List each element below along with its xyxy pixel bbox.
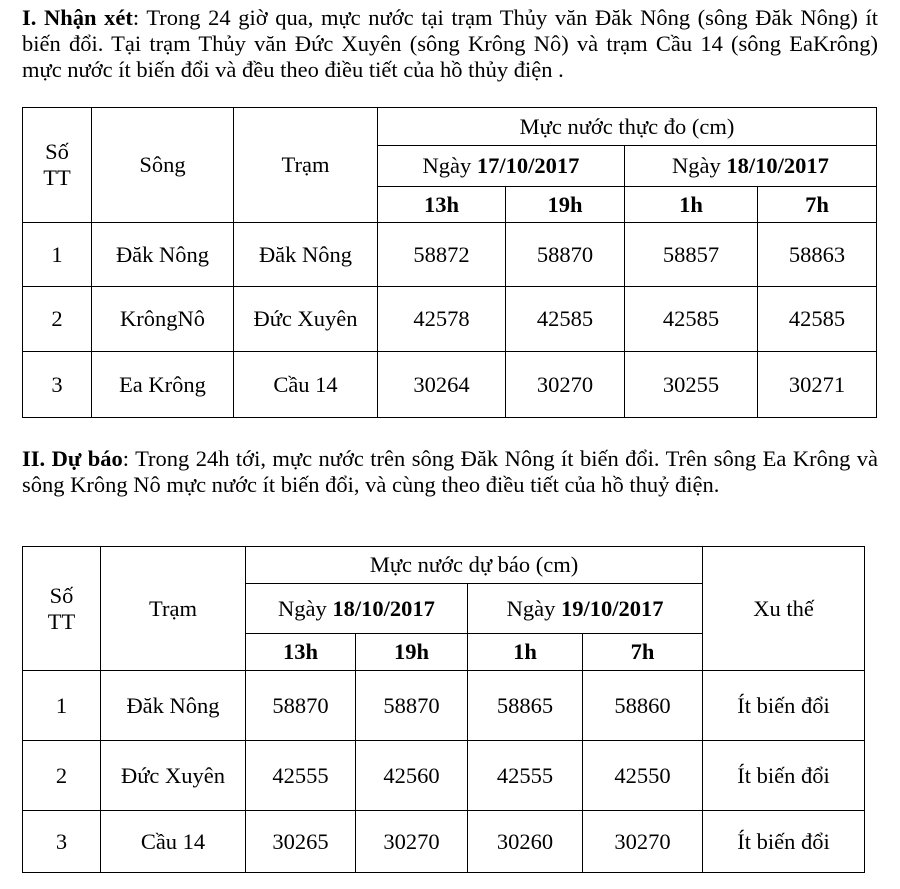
- row-river: Ea Krông: [92, 352, 234, 418]
- header-day-1: Ngày 18/10/2017: [246, 584, 468, 634]
- row-value: 58870: [506, 223, 625, 287]
- row-value: 42555: [468, 741, 583, 811]
- row-value: 58863: [758, 223, 877, 287]
- forecast-text: : Trong 24h tới, mực nước trên sông Đăk Nông ít biến đổi. Trên sông Ea Krông và sông Krông Nô mực nước ít biến đổi, và cùng theo điều tiết của hồ thuỷ điện.: [22, 446, 879, 497]
- row-value: 30265: [246, 811, 356, 873]
- row-value: 42585: [625, 287, 758, 352]
- row-value: 58860: [583, 671, 703, 741]
- header-day-1: Ngày 17/10/2017: [378, 146, 625, 187]
- header-hour: 19h: [506, 187, 625, 223]
- row-value: 30264: [378, 352, 506, 418]
- row-stt: 1: [23, 671, 101, 741]
- table-row: [23, 811, 865, 873]
- header-hour: 19h: [356, 634, 468, 671]
- row-station: Đăk Nông: [234, 223, 378, 287]
- header-hour: 7h: [758, 187, 877, 223]
- row-value: 42550: [583, 741, 703, 811]
- observation-heading: I. Nhận xét: [22, 5, 133, 30]
- row-value: 58857: [625, 223, 758, 287]
- header-hour: 13h: [246, 634, 356, 671]
- row-river: KrôngNô: [92, 287, 234, 352]
- row-value: 58870: [356, 671, 468, 741]
- header-hour: 7h: [583, 634, 703, 671]
- row-value: 58870: [246, 671, 356, 741]
- row-value: 30270: [506, 352, 625, 418]
- row-station: Đức Xuyên: [234, 287, 378, 352]
- header-trend: Xu thế: [703, 547, 865, 671]
- table-row: [23, 287, 877, 352]
- row-value: 58865: [468, 671, 583, 741]
- row-value: 42560: [356, 741, 468, 811]
- table-row: [23, 741, 865, 811]
- header-hour: 1h: [468, 634, 583, 671]
- observed-water-level-table: [22, 107, 877, 418]
- header-forecast-level: Mực nước dự báo (cm): [246, 547, 703, 584]
- header-day-2: Ngày 19/10/2017: [468, 584, 703, 634]
- row-trend: Ít biến đổi: [703, 741, 865, 811]
- row-station: Cầu 14: [101, 811, 246, 873]
- header-hour: 13h: [378, 187, 506, 223]
- table-row: [23, 671, 865, 741]
- row-value: 30255: [625, 352, 758, 418]
- row-river: Đăk Nông: [92, 223, 234, 287]
- row-stt: 1: [23, 223, 92, 287]
- observation-text: : Trong 24 giờ qua, mực nước tại trạm Thủy văn Đăk Nông (sông Đăk Nông) ít biến đổi. Tại trạm Thủy văn Đức Xuyên (sông Krông Nô) và trạm Cầu 14 (sông EaKrông) mực nước ít biến đổi và đều theo điều tiết của hồ thủy điện .: [22, 5, 879, 82]
- row-stt: 2: [23, 287, 92, 352]
- row-value: 42585: [758, 287, 877, 352]
- forecast-water-level-table: [22, 546, 865, 873]
- row-value: 30270: [583, 811, 703, 873]
- forecast-paragraph: [22, 446, 878, 498]
- header-station: Trạm: [234, 108, 378, 223]
- table-row: [23, 352, 877, 418]
- row-value: 42578: [378, 287, 506, 352]
- row-trend: Ít biến đổi: [703, 671, 865, 741]
- forecast-heading: II. Dự báo: [22, 446, 123, 471]
- row-trend: Ít biến đổi: [703, 811, 865, 873]
- row-value: 30271: [758, 352, 877, 418]
- row-station: Cầu 14: [234, 352, 378, 418]
- row-value: 42585: [506, 287, 625, 352]
- observation-paragraph: [22, 5, 878, 83]
- row-value: 30270: [356, 811, 468, 873]
- row-value: 30260: [468, 811, 583, 873]
- header-hour: 1h: [625, 187, 758, 223]
- header-stt: Số TT: [23, 547, 101, 671]
- row-value: 42555: [246, 741, 356, 811]
- header-stt: Số TT: [23, 108, 92, 223]
- header-measured-level: Mực nước thực đo (cm): [378, 108, 877, 146]
- table-row: [23, 223, 877, 287]
- row-stt: 3: [23, 352, 92, 418]
- row-value: 58872: [378, 223, 506, 287]
- row-stt: 2: [23, 741, 101, 811]
- header-day-2: Ngày 18/10/2017: [625, 146, 877, 187]
- row-station: Đức Xuyên: [101, 741, 246, 811]
- header-station: Trạm: [101, 547, 246, 671]
- header-river: Sông: [92, 108, 234, 223]
- row-station: Đăk Nông: [101, 671, 246, 741]
- row-stt: 3: [23, 811, 101, 873]
